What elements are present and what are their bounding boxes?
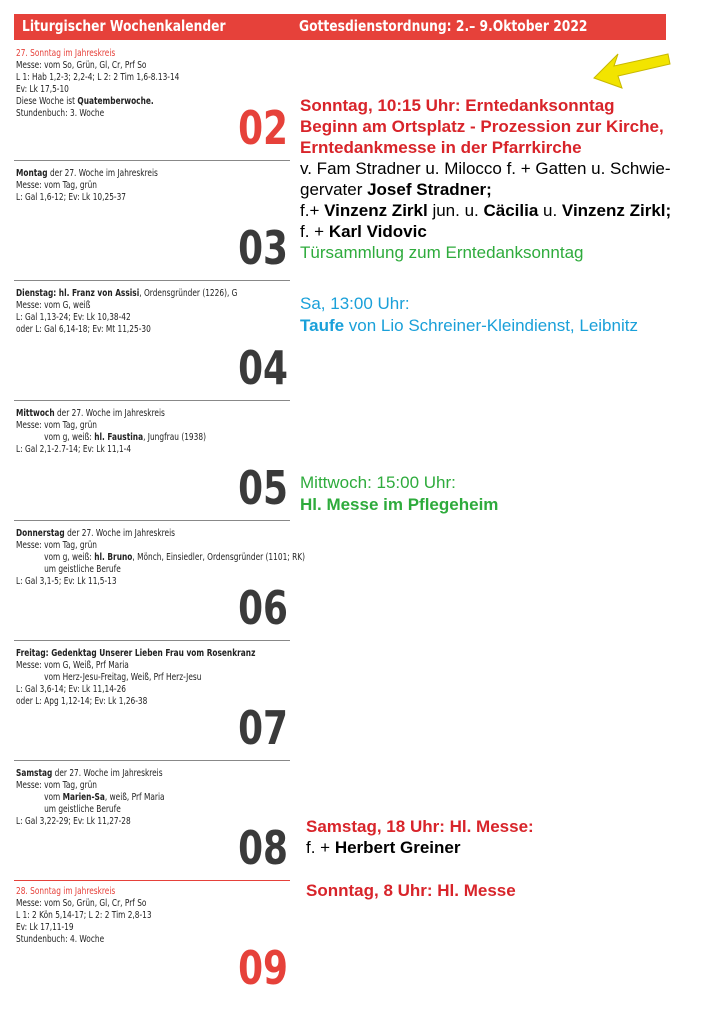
event-text: gervater Josef Stradner; xyxy=(300,180,492,199)
day-title: Samstag der 27. Woche im Jahreskreis xyxy=(16,768,163,779)
day-line: L: Gal 3,1-5; Ev: Lk 11,5-13 xyxy=(16,576,117,587)
event-text: Hl. Messe im Pflegeheim xyxy=(300,495,499,514)
day-number: 08 xyxy=(238,821,288,875)
day-block-08 xyxy=(16,768,288,880)
event-time: Sa, 13:00 Uhr: xyxy=(300,294,410,313)
day-line: oder L: Gal 6,14-18; Ev: Mt 11,25-30 xyxy=(16,324,151,335)
day-title: Dienstag: hl. Franz von Assisi, Ordensgründer (1226), G xyxy=(16,288,238,299)
event-heading: Erntedankmesse in der Pfarrkirche xyxy=(300,138,582,157)
day-line: Stundenbuch: 4. Woche xyxy=(16,934,105,945)
day-number: 04 xyxy=(238,341,288,395)
event-text: f. + Herbert Greiner xyxy=(306,838,461,857)
day-line: vom Herz-Jesu-Freitag, Weiß, Prf Herz-Jesu xyxy=(44,672,202,683)
divider xyxy=(14,160,290,161)
day-block-02 xyxy=(16,48,288,160)
divider xyxy=(14,640,290,641)
event-sunday xyxy=(300,95,671,264)
day-line: Messe: vom G, weiß xyxy=(16,300,91,311)
divider xyxy=(14,280,290,281)
event-text: Taufe von Lio Schreiner-Kleindienst, Leibnitz xyxy=(300,316,638,335)
day-block-04 xyxy=(16,288,288,400)
event-time: Mittwoch: 15:00 Uhr: xyxy=(300,473,456,492)
event-saturday xyxy=(306,816,534,858)
day-line: vom g, weiß: hl. Faustina, Jungfrau (1938) xyxy=(44,432,206,443)
day-line: vom Marien-Sa, weiß, Prf Maria xyxy=(44,792,165,803)
day-number: 07 xyxy=(238,701,288,755)
day-line: L: Gal 1,6-12; Ev: Lk 10,25-37 xyxy=(16,192,127,203)
day-block-03 xyxy=(16,168,288,280)
day-line: Stundenbuch: 3. Woche xyxy=(16,108,105,119)
event-text: f.+ Vinzenz Zirkl jun. u. Cäcilia u. Vinzenz Zirkl; xyxy=(300,201,672,220)
day-line: Messe: vom Tag, grün xyxy=(16,180,97,191)
event-heading: Samstag, 18 Uhr: Hl. Messe: xyxy=(306,817,534,836)
event-text: v. Fam Stradner u. Milocco f. + Gatten u. Schwie- xyxy=(300,159,671,178)
day-line: um geistliche Berufe xyxy=(44,804,121,815)
event-note: Türsammlung zum Erntedanksonntag xyxy=(300,243,584,262)
day-number: 03 xyxy=(238,221,288,275)
divider xyxy=(14,520,290,521)
day-block-07 xyxy=(16,648,288,760)
day-title: 28. Sonntag im Jahreskreis xyxy=(16,886,116,897)
day-line: Messe: vom So, Grün, Gl, Cr, Prf So xyxy=(16,60,147,71)
day-line: Messe: vom Tag, grün xyxy=(16,780,97,791)
day-block-09 xyxy=(16,886,288,998)
day-title: Freitag: Gedenktag Unserer Lieben Frau vom Rosenkranz xyxy=(16,648,256,659)
day-line: oder L: Apg 1,12-14; Ev: Lk 1,26-38 xyxy=(16,696,148,707)
day-number: 06 xyxy=(238,581,288,635)
day-number: 09 xyxy=(238,941,288,995)
divider xyxy=(14,760,290,761)
day-title: Donnerstag der 27. Woche im Jahreskreis xyxy=(16,528,176,539)
event-next-sunday xyxy=(306,880,516,901)
day-line: vom g, weiß: hl. Bruno, Mönch, Einsiedler, Ordensgründer (1101; RK) xyxy=(44,552,306,563)
day-line: Ev: Lk 17,11-19 xyxy=(16,922,74,933)
day-number: 05 xyxy=(238,461,288,515)
header-order-title: Gottesdienstordnung: 2.– 9.Oktober 2022 xyxy=(299,17,588,35)
day-line: Messe: vom So, Grün, Gl, Cr, Prf So xyxy=(16,898,147,909)
day-title: Mittwoch der 27. Woche im Jahreskreis xyxy=(16,408,165,419)
day-block-05 xyxy=(16,408,288,520)
day-line: Messe: vom G, Weiß, Prf Maria xyxy=(16,660,129,671)
day-line: um geistliche Berufe xyxy=(44,564,121,575)
day-line: L 1: Hab 1,2-3; 2,2-4; L 2: 2 Tim 1,6-8.13-14 xyxy=(16,72,180,83)
divider xyxy=(14,400,290,401)
day-title: 27. Sonntag im Jahreskreis xyxy=(16,48,116,59)
day-line: Messe: vom Tag, grün xyxy=(16,540,97,551)
day-line: L: Gal 2,1-2.7-14; Ev: Lk 11,1-4 xyxy=(16,444,132,455)
divider xyxy=(14,880,290,881)
day-line: L: Gal 3,22-29; Ev: Lk 11,27-28 xyxy=(16,816,131,827)
day-title: Montag der 27. Woche im Jahreskreis xyxy=(16,168,158,179)
day-block-06 xyxy=(16,528,306,640)
arrow-pointing-down-left-icon xyxy=(592,48,672,92)
day-number: 02 xyxy=(238,101,288,155)
header-bar xyxy=(14,14,666,40)
header-title: Liturgischer Wochenkalender xyxy=(22,17,226,35)
day-line: L 1: 2 Kön 5,14-17; L 2: 2 Tim 2,8-13 xyxy=(16,910,152,921)
event-heading: Sonntag, 10:15 Uhr: Erntedanksonntag xyxy=(300,96,615,115)
event-wednesday xyxy=(300,472,498,516)
event-heading: Sonntag, 8 Uhr: Hl. Messe xyxy=(306,881,516,900)
day-line: Diese Woche ist Quatemberwoche. xyxy=(16,96,154,107)
event-baptism xyxy=(300,293,638,337)
day-line: Messe: vom Tag, grün xyxy=(16,420,97,431)
day-line: L: Gal 1,13-24; Ev: Lk 10,38-42 xyxy=(16,312,131,323)
event-heading: Beginn am Ortsplatz - Prozession zur Kirche, xyxy=(300,117,664,136)
day-line: Ev: Lk 17,5-10 xyxy=(16,84,69,95)
event-text: f. + Karl Vidovic xyxy=(300,222,427,241)
day-line: L: Gal 3,6-14; Ev: Lk 11,14-26 xyxy=(16,684,127,695)
